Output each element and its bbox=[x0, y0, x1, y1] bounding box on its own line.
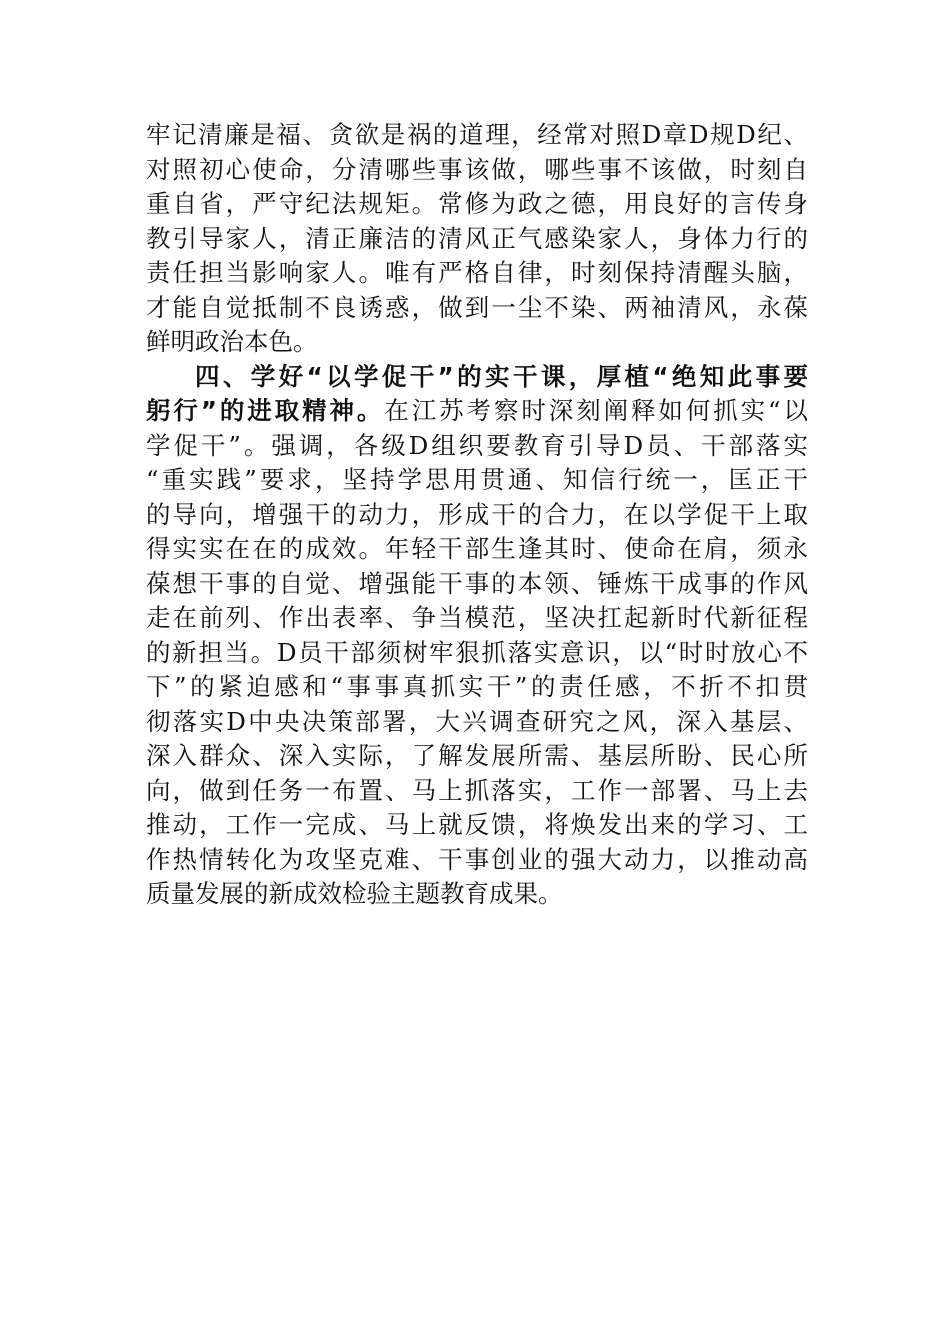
section-heading: 四、学好“以学促干”的实干课，厚植“绝知此事要 bbox=[195, 361, 808, 391]
paragraph-2-line: 得实实在在的成效。年轻干部生逢其时、使命在肩，须永 bbox=[146, 534, 808, 563]
section-heading-end: 躬行”的进取精神。 bbox=[146, 396, 385, 425]
paragraph-1-line: 鲜明政治本色。 bbox=[146, 327, 318, 356]
paragraph-1-line: 才能自觉抵制不良诱惑，做到一尘不染、两袖清风，永葆 bbox=[146, 292, 808, 322]
paragraph-1-line: 重自省，严守纪法规矩。常修为政之德，用良好的言传身 bbox=[146, 189, 808, 218]
paragraph-2-line: 的新担当。D员干部须树牢狠抓落实意识，以“时时放心不 bbox=[146, 637, 808, 667]
paragraph-2-line: 下”的紧迫感和“事事真抓实干”的责任感，不折不扣贯 bbox=[146, 672, 808, 701]
paragraph-2-line: 质量发展的新成效检验主题教育成果。 bbox=[146, 879, 563, 908]
paragraph-2-line: 学促干”。强调，各级D组织要教育引导D员、干部落实 bbox=[146, 430, 808, 460]
paragraph-2-line: 深入群众、深入实际，了解发展所需、基层所盼、民心所 bbox=[146, 741, 808, 770]
paragraph-2-line: 葆想干事的自觉、增强能干事的本领、锤炼干成事的作风 bbox=[146, 568, 808, 598]
paragraph-2-line: 向，做到任务一布置、马上抓落实，工作一部署、马上去 bbox=[146, 775, 808, 805]
paragraph-1-line: 对照初心使命，分清哪些事该做，哪些事不该做，时刻自 bbox=[146, 154, 808, 184]
paragraph-1-line: 教引导家人，清正廉洁的清风正气感染家人，身体力行的 bbox=[146, 223, 808, 253]
paragraph-1-line: 牢记清廉是福、贪欲是祸的道理，经常对照D章D规D纪、 bbox=[146, 120, 808, 149]
paragraph-1-line: 责任担当影响家人。唯有严格自律，时刻保持清醒头脑， bbox=[146, 258, 808, 287]
paragraph-2-line: 走在前列、作出表率、争当模范，坚决扛起新时代新征程 bbox=[146, 603, 808, 632]
paragraph-2-line: 推动，工作一完成、马上就反馈，将焕发出来的学习、工 bbox=[146, 810, 808, 839]
paragraph-2-line: 的导向，增强干的动力，形成干的合力，在以学促干上取 bbox=[146, 499, 808, 529]
body-text bbox=[146, 118, 808, 912]
paragraph-2-line: 彻落实D中央决策部署，大兴调查研究之风，深入基层、 bbox=[146, 706, 808, 736]
paragraph-2-line bbox=[146, 394, 808, 429]
paragraph-2-text: 在江苏考察时深刻阐释如何抓实“以 bbox=[384, 396, 808, 425]
paragraph-2-line: “重实践”要求，坚持学思用贯通、知信行统一，匡正干 bbox=[146, 465, 808, 494]
paragraph-2-line: 作热情转化为攻坚克难、干事创业的强大动力，以推动高 bbox=[146, 844, 808, 874]
